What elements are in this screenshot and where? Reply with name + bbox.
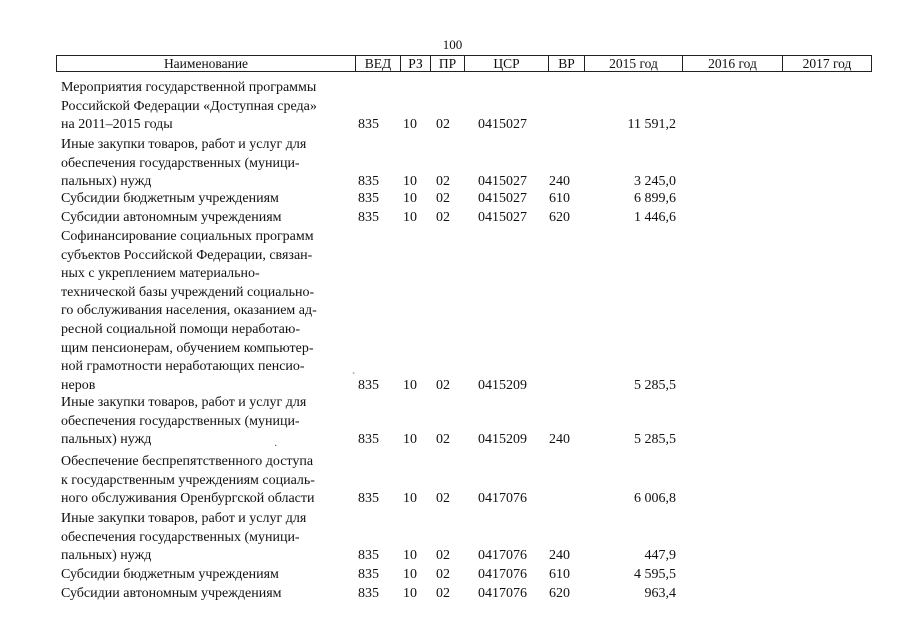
row-name-line: Софинансирование социальных программ: [61, 229, 314, 244]
year-2015-value: 963,4: [644, 586, 676, 601]
pr-value: 02: [436, 586, 450, 601]
csr-value: 0415027: [478, 117, 527, 133]
row-name-line: Российской Федерации «Доступная среда»: [61, 98, 317, 114]
vr-value: 240: [549, 432, 570, 448]
csr-value: 0417076: [478, 567, 527, 582]
rz-value: 10: [403, 117, 417, 133]
ved-value: 835: [358, 491, 379, 507]
row-name-line: технической базы учреждений социально-: [61, 284, 315, 300]
header-2017: 2017 год: [782, 56, 871, 71]
row-name-line: обеспечения государственных (муници-: [61, 155, 300, 171]
header-rz: РЗ: [400, 56, 430, 71]
row-name-line: Мероприятия государственной программы: [61, 80, 317, 95]
year-2015-value: 6 006,8: [634, 491, 676, 507]
pr-value: 02: [436, 191, 450, 206]
row-name-line: на 2011–2015 годы: [61, 117, 173, 133]
vr-value: 610: [549, 191, 570, 206]
header-csr: ЦСР: [464, 56, 548, 71]
scan-speck: ˋ: [352, 372, 356, 383]
row-name-line: Субсидии бюджетным учреждениям: [61, 567, 279, 582]
pr-value: 02: [436, 377, 450, 393]
vr-value: 620: [549, 210, 570, 225]
year-2015-value: 4 595,5: [634, 567, 676, 582]
row-name-line: ных с укреплением материально-: [61, 266, 260, 282]
pr-value: 02: [436, 210, 450, 225]
ved-value: 835: [358, 432, 379, 448]
ved-value: 835: [358, 210, 379, 225]
header-2016: 2016 год: [682, 56, 782, 71]
row-name: [61, 394, 346, 450]
row-name-line: к государственным учреждениям социаль-: [61, 472, 315, 488]
row-name: [61, 453, 346, 509]
row-name-line: щим пенсионерам, обучением компьютер-: [61, 340, 314, 356]
row-name-line: пальных) нужд: [61, 432, 152, 448]
csr-value: 0417076: [478, 491, 527, 507]
row-name: [61, 585, 346, 604]
row-name: [61, 209, 346, 228]
row-name-line: неров: [61, 377, 96, 393]
header-name: Наименование: [163, 56, 249, 71]
year-2015-value: 3 245,0: [634, 174, 676, 190]
csr-value: 0415027: [478, 210, 527, 225]
ved-value: 835: [358, 174, 379, 190]
vr-value: 610: [549, 567, 570, 582]
row-name-line: Субсидии автономным учреждениям: [61, 210, 282, 225]
pr-value: 02: [436, 548, 450, 564]
rz-value: 10: [403, 191, 417, 206]
csr-value: 0415027: [478, 174, 527, 190]
rz-value: 10: [403, 586, 417, 601]
ved-value: 835: [358, 567, 379, 582]
row-name-line: Иные закупки товаров, работ и услуг для: [61, 395, 307, 410]
row-name: [61, 228, 346, 395]
row-name: [61, 136, 346, 192]
row-name-line: субъектов Российской Федерации, связан-: [61, 247, 313, 263]
row-name: [61, 190, 346, 209]
row-name-line: Иные закупки товаров, работ и услуг для: [61, 511, 307, 526]
rz-value: 10: [403, 491, 417, 507]
row-name-line: обеспечения государственных (муници-: [61, 413, 300, 429]
vr-value: 240: [549, 174, 570, 190]
csr-value: 0415209: [478, 432, 527, 448]
ved-value: 835: [358, 117, 379, 133]
page-number: 100: [442, 37, 463, 52]
csr-value: 0417076: [478, 586, 527, 601]
year-2015-value: 447,9: [644, 548, 676, 564]
scan-speck: ·: [274, 441, 278, 452]
year-2015-value: 11 591,2: [627, 117, 676, 133]
row-name-line: го обслуживания населения, оказанием ад-: [61, 303, 317, 319]
row-name-line: Обеспечение беспрепятственного доступа: [61, 454, 314, 469]
row-name-line: обеспечения государственных (муници-: [61, 529, 300, 545]
pr-value: 02: [436, 432, 450, 448]
row-name-line: ной грамотности неработающих пенсио-: [61, 359, 305, 375]
header-ved: ВЕД: [355, 56, 400, 71]
pr-value: 02: [436, 117, 450, 133]
rz-value: 10: [403, 210, 417, 225]
ved-value: 835: [358, 377, 379, 393]
ved-value: 835: [358, 548, 379, 564]
row-name: [61, 79, 346, 135]
csr-value: 0415209: [478, 377, 527, 393]
row-name: [61, 510, 346, 566]
ved-value: 835: [358, 191, 379, 206]
row-name-line: Иные закупки товаров, работ и услуг для: [61, 137, 307, 152]
row-name-line: ресной социальной помощи неработаю-: [61, 321, 300, 337]
row-name-line: Субсидии автономным учреждениям: [61, 586, 282, 601]
csr-value: 0415027: [478, 191, 527, 206]
header-pr: ПР: [430, 56, 464, 71]
pr-value: 02: [436, 491, 450, 507]
year-2015-value: 1 446,6: [634, 210, 676, 225]
year-2015-value: 5 285,5: [634, 377, 676, 393]
rz-value: 10: [403, 548, 417, 564]
ved-value: 835: [358, 586, 379, 601]
row-name: [61, 566, 346, 585]
year-2015-value: 6 899,6: [634, 191, 676, 206]
pr-value: 02: [436, 567, 450, 582]
pr-value: 02: [436, 174, 450, 190]
year-2015-value: 5 285,5: [634, 432, 676, 448]
rz-value: 10: [403, 432, 417, 448]
csr-value: 0417076: [478, 548, 527, 564]
row-name-line: ного обслуживания Оренбургской области: [61, 491, 315, 507]
header-2015: 2015 год: [584, 56, 682, 71]
rz-value: 10: [403, 174, 417, 190]
rz-value: 10: [403, 377, 417, 393]
row-name-line: пальных) нужд: [61, 548, 152, 564]
header-vr: ВР: [548, 56, 584, 71]
rz-value: 10: [403, 567, 417, 582]
row-name-line: пальных) нужд: [61, 174, 152, 190]
vr-value: 240: [549, 548, 570, 564]
row-name-line: Субсидии бюджетным учреждениям: [61, 191, 279, 206]
vr-value: 620: [549, 586, 570, 601]
